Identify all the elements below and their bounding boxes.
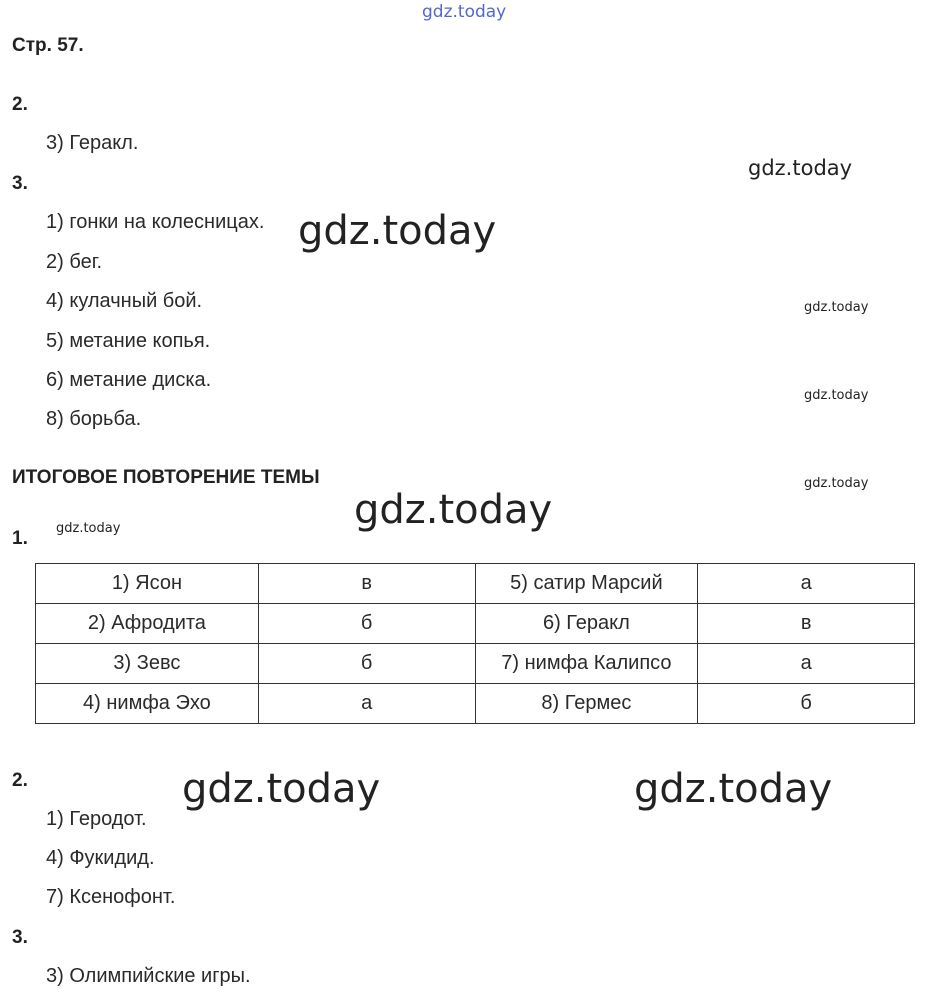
table-cell: б — [698, 684, 915, 724]
table-cell: 7) нимфа Калипсо — [475, 644, 698, 684]
watermark: gdz.today — [804, 300, 869, 315]
question-number-3b: 3. — [12, 927, 28, 948]
table-cell: а — [258, 684, 475, 724]
watermark: gdz.today — [354, 487, 553, 533]
answer-item: 2) бег. — [46, 251, 103, 273]
answer-item: 4) Фукидид. — [46, 847, 155, 869]
table-cell: 3) Зевс — [36, 644, 259, 684]
answer-item: 3) Геракл. — [46, 132, 139, 154]
watermark-top: gdz.today — [422, 2, 507, 22]
watermark: gdz.today — [634, 766, 833, 812]
answer-item: 7) Ксенофонт. — [46, 886, 176, 908]
table-row — [36, 644, 915, 684]
question-number-1: 1. — [12, 528, 28, 549]
table-cell: в — [258, 564, 475, 604]
answer-item: 1) Геродот. — [46, 808, 147, 830]
table-cell: а — [698, 644, 915, 684]
table-cell: 6) Геракл — [475, 604, 698, 644]
answer-item: 4) кулачный бой. — [46, 290, 203, 312]
table-row — [36, 604, 915, 644]
page-reference: Стр. 57. — [12, 35, 84, 56]
table-cell: 1) Ясон — [36, 564, 259, 604]
answer-item: 3) Олимпийские игры. — [46, 965, 251, 987]
question-number-2b: 2. — [12, 770, 28, 791]
table-cell: б — [258, 644, 475, 684]
table-cell: 8) Гермес — [475, 684, 698, 724]
answer-item: 8) борьба. — [46, 408, 142, 430]
watermark: gdz.today — [748, 156, 853, 180]
watermark: gdz.today — [56, 521, 121, 536]
answer-item: 6) метание диска. — [46, 369, 212, 391]
table-cell: в — [698, 604, 915, 644]
watermark: gdz.today — [804, 388, 869, 403]
table-cell: б — [258, 604, 475, 644]
section-title: ИТОГОВОЕ ПОВТОРЕНИЕ ТЕМЫ — [12, 467, 320, 488]
watermark: gdz.today — [804, 476, 869, 491]
table-row — [36, 564, 915, 604]
question-number-2: 2. — [12, 94, 28, 115]
question-number-3: 3. — [12, 173, 28, 194]
table-cell: 2) Афродита — [36, 604, 259, 644]
answer-table — [35, 563, 915, 724]
table-cell: 4) нимфа Эхо — [36, 684, 259, 724]
table-row — [36, 684, 915, 724]
table-cell: а — [698, 564, 915, 604]
answer-item: 1) гонки на колесницах. — [46, 211, 265, 233]
answer-item: 5) метание копья. — [46, 330, 211, 352]
watermark: gdz.today — [298, 208, 497, 254]
watermark: gdz.today — [182, 766, 381, 812]
table-cell: 5) сатир Марсий — [475, 564, 698, 604]
